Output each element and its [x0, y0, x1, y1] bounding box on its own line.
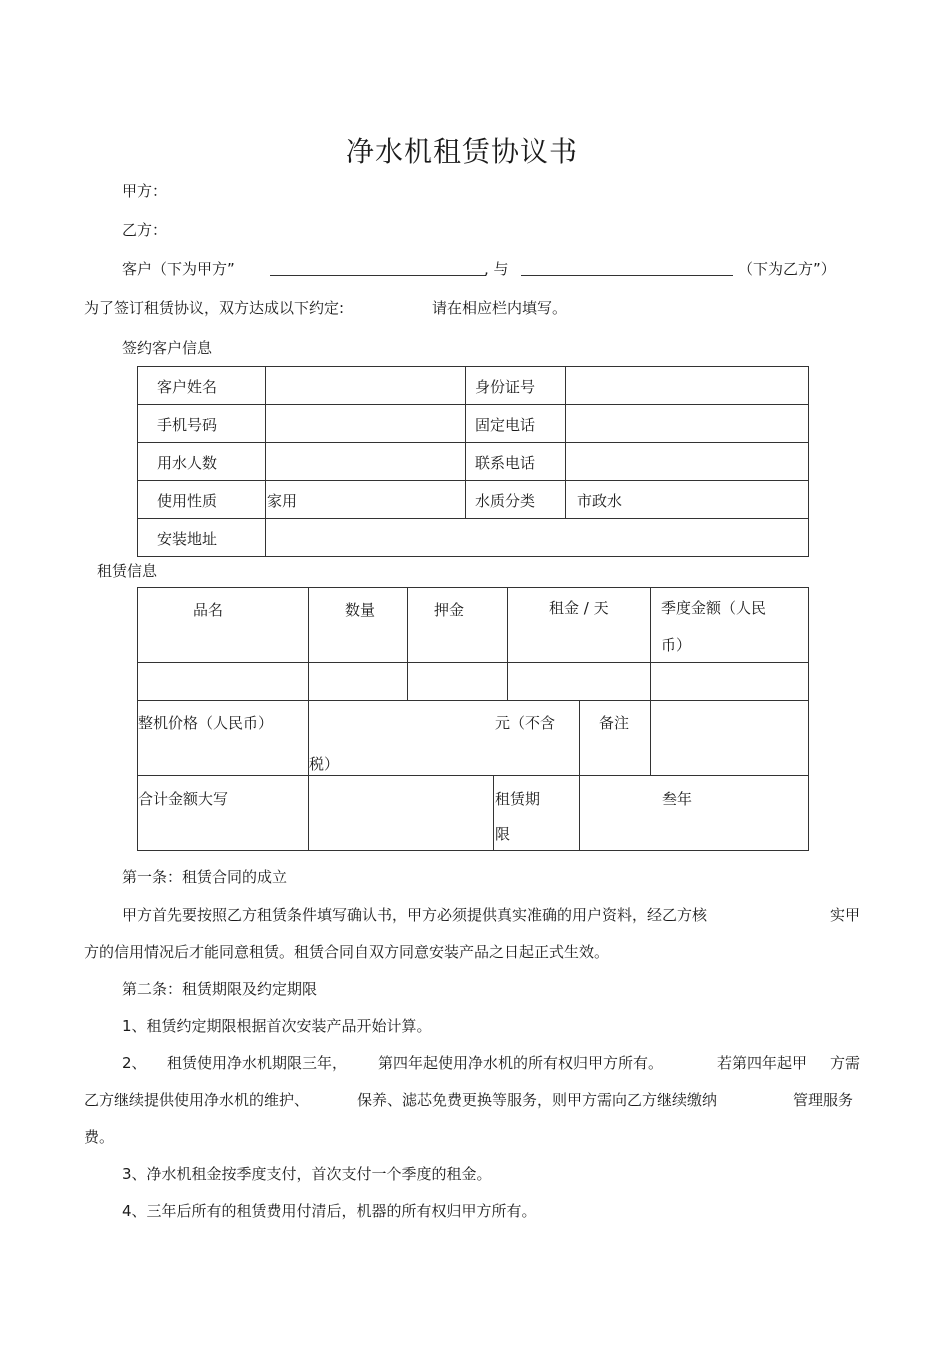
- quarter-amount-field[interactable]: [650, 662, 809, 701]
- article1-line1-end: 实甲: [830, 906, 861, 924]
- article2-item3: 3、净水机租金按季度支付，首次支付一个季度的租金。: [122, 1165, 492, 1183]
- customer-info-heading: 签约客户信息: [122, 339, 213, 357]
- total-label: 合计金额大写: [138, 790, 229, 808]
- customer-intro-prefix: 客户（下为甲方”: [122, 260, 235, 278]
- rent-field[interactable]: [507, 662, 651, 701]
- contact-field[interactable]: [565, 442, 809, 481]
- remark-label: 备注: [599, 714, 630, 732]
- cell-contact-label: [465, 442, 566, 481]
- cell-name-label: [137, 366, 266, 405]
- users-field[interactable]: [265, 442, 466, 481]
- article1-line2: 方的信用情况后才能同意租赁。租赁合同自双方同意安装产品之日起正式生效。: [84, 943, 610, 961]
- term-label-line1: 租赁期: [495, 790, 541, 808]
- deposit-header: 押金: [434, 601, 465, 619]
- usage-field[interactable]: [265, 480, 466, 519]
- usage-label: 使用性质: [157, 492, 218, 510]
- party-b-label: 乙方：: [122, 221, 168, 239]
- address-field[interactable]: [265, 518, 809, 557]
- qty-field[interactable]: [308, 662, 408, 701]
- id-label: 身份证号: [475, 378, 536, 396]
- cell-price-label: [137, 700, 309, 776]
- article2-item1: 1、租赁约定期限根据首次安装产品开始计算。: [122, 1017, 432, 1035]
- cell-mobile-label: [137, 404, 266, 443]
- term-value: 叁年: [662, 790, 693, 808]
- cell-deposit-header: [407, 587, 508, 663]
- cell-rent-header: [507, 587, 651, 663]
- price-unit-line1: 元（不含: [495, 714, 556, 732]
- cell-total-label: [137, 775, 309, 851]
- page-title: 净水机租赁协议书: [346, 135, 579, 168]
- intro-hint: 请在相应栏内填写。: [432, 299, 568, 317]
- rent-header: 租金 / 天: [549, 599, 609, 617]
- qty-header: 数量: [345, 601, 376, 619]
- party-a-label: 甲方：: [122, 182, 168, 200]
- price-field[interactable]: [308, 700, 580, 776]
- article2-item2-a: 租赁使用净水机期限三年，: [167, 1054, 348, 1072]
- article1-heading: 第一条：租赁合同的成立: [122, 868, 288, 886]
- intro-line: 为了签订租赁协议，双方达成以下约定:: [84, 299, 345, 317]
- contact-label: 联系电话: [475, 454, 536, 472]
- water-value: 市政水: [577, 492, 623, 510]
- price-unit-line2: 税）: [309, 755, 340, 773]
- customer-intro-middle: , 与: [484, 260, 509, 278]
- quarter-header-line1: 季度金额（人民: [661, 599, 767, 617]
- article2-item2-line2-c: 管理服务: [793, 1091, 854, 1109]
- article2-item2-line2-a: 乙方继续提供使用净水机的维护、: [84, 1091, 310, 1109]
- name-field[interactable]: [265, 366, 466, 405]
- product-header: 品名: [193, 601, 224, 619]
- party-b-blank-line: [521, 275, 733, 276]
- cell-term-label: [493, 775, 580, 851]
- users-label: 用水人数: [157, 454, 218, 472]
- cell-qty-header: [308, 587, 408, 663]
- cell-users-label: [137, 442, 266, 481]
- name-label: 客户姓名: [157, 378, 218, 396]
- cell-id-label: [465, 366, 566, 405]
- cell-usage-label: [137, 480, 266, 519]
- article2-item4: 4、三年后所有的租赁费用付清后，机器的所有权归甲方所有。: [122, 1202, 537, 1220]
- term-field[interactable]: [579, 775, 809, 851]
- article2-heading: 第二条：租赁期限及约定期限: [122, 980, 318, 998]
- mobile-field[interactable]: [265, 404, 466, 443]
- water-label: 水质分类: [475, 492, 536, 510]
- quarter-header-line2: 币）: [661, 636, 692, 654]
- article2-item2-num: 2、: [122, 1054, 147, 1072]
- landline-field[interactable]: [565, 404, 809, 443]
- article2-item2-c: 若第四年起甲: [717, 1054, 808, 1072]
- product-field[interactable]: [137, 662, 309, 701]
- address-label: 安装地址: [157, 530, 218, 548]
- article2-item2-b: 第四年起使用净水机的所有权归甲方所有。: [378, 1054, 664, 1072]
- mobile-label: 手机号码: [157, 416, 218, 434]
- water-field[interactable]: [565, 480, 809, 519]
- landline-label: 固定电话: [475, 416, 536, 434]
- cell-landline-label: [465, 404, 566, 443]
- price-label: 整机价格（人民币）: [138, 714, 274, 732]
- lease-info-heading: 租赁信息: [97, 562, 158, 580]
- article1-line1: 甲方首先要按照乙方租赁条件填写确认书，甲方必须提供真实准确的用户资料，经乙方核: [122, 906, 708, 924]
- party-a-blank-line: [270, 275, 486, 276]
- cell-quarter-header: [650, 587, 809, 663]
- customer-intro-suffix: （下为乙方”）: [738, 260, 836, 278]
- article2-item2-line3: 费。: [84, 1128, 115, 1146]
- deposit-field[interactable]: [407, 662, 508, 701]
- usage-value: 家用: [267, 492, 298, 510]
- cell-product-header: [137, 587, 309, 663]
- cell-remark-label: [579, 700, 651, 776]
- article2-item2-line2-b: 保养、滤芯免费更换等服务，则甲方需向乙方继续缴纳: [357, 1091, 718, 1109]
- remark-field[interactable]: [650, 700, 809, 776]
- id-number-field[interactable]: [565, 366, 809, 405]
- cell-water-label: [465, 480, 566, 519]
- cell-address-label: [137, 518, 266, 557]
- total-amount-field[interactable]: [308, 775, 494, 851]
- article2-item2-d: 方需: [830, 1054, 861, 1072]
- term-label-line2: 限: [495, 825, 511, 843]
